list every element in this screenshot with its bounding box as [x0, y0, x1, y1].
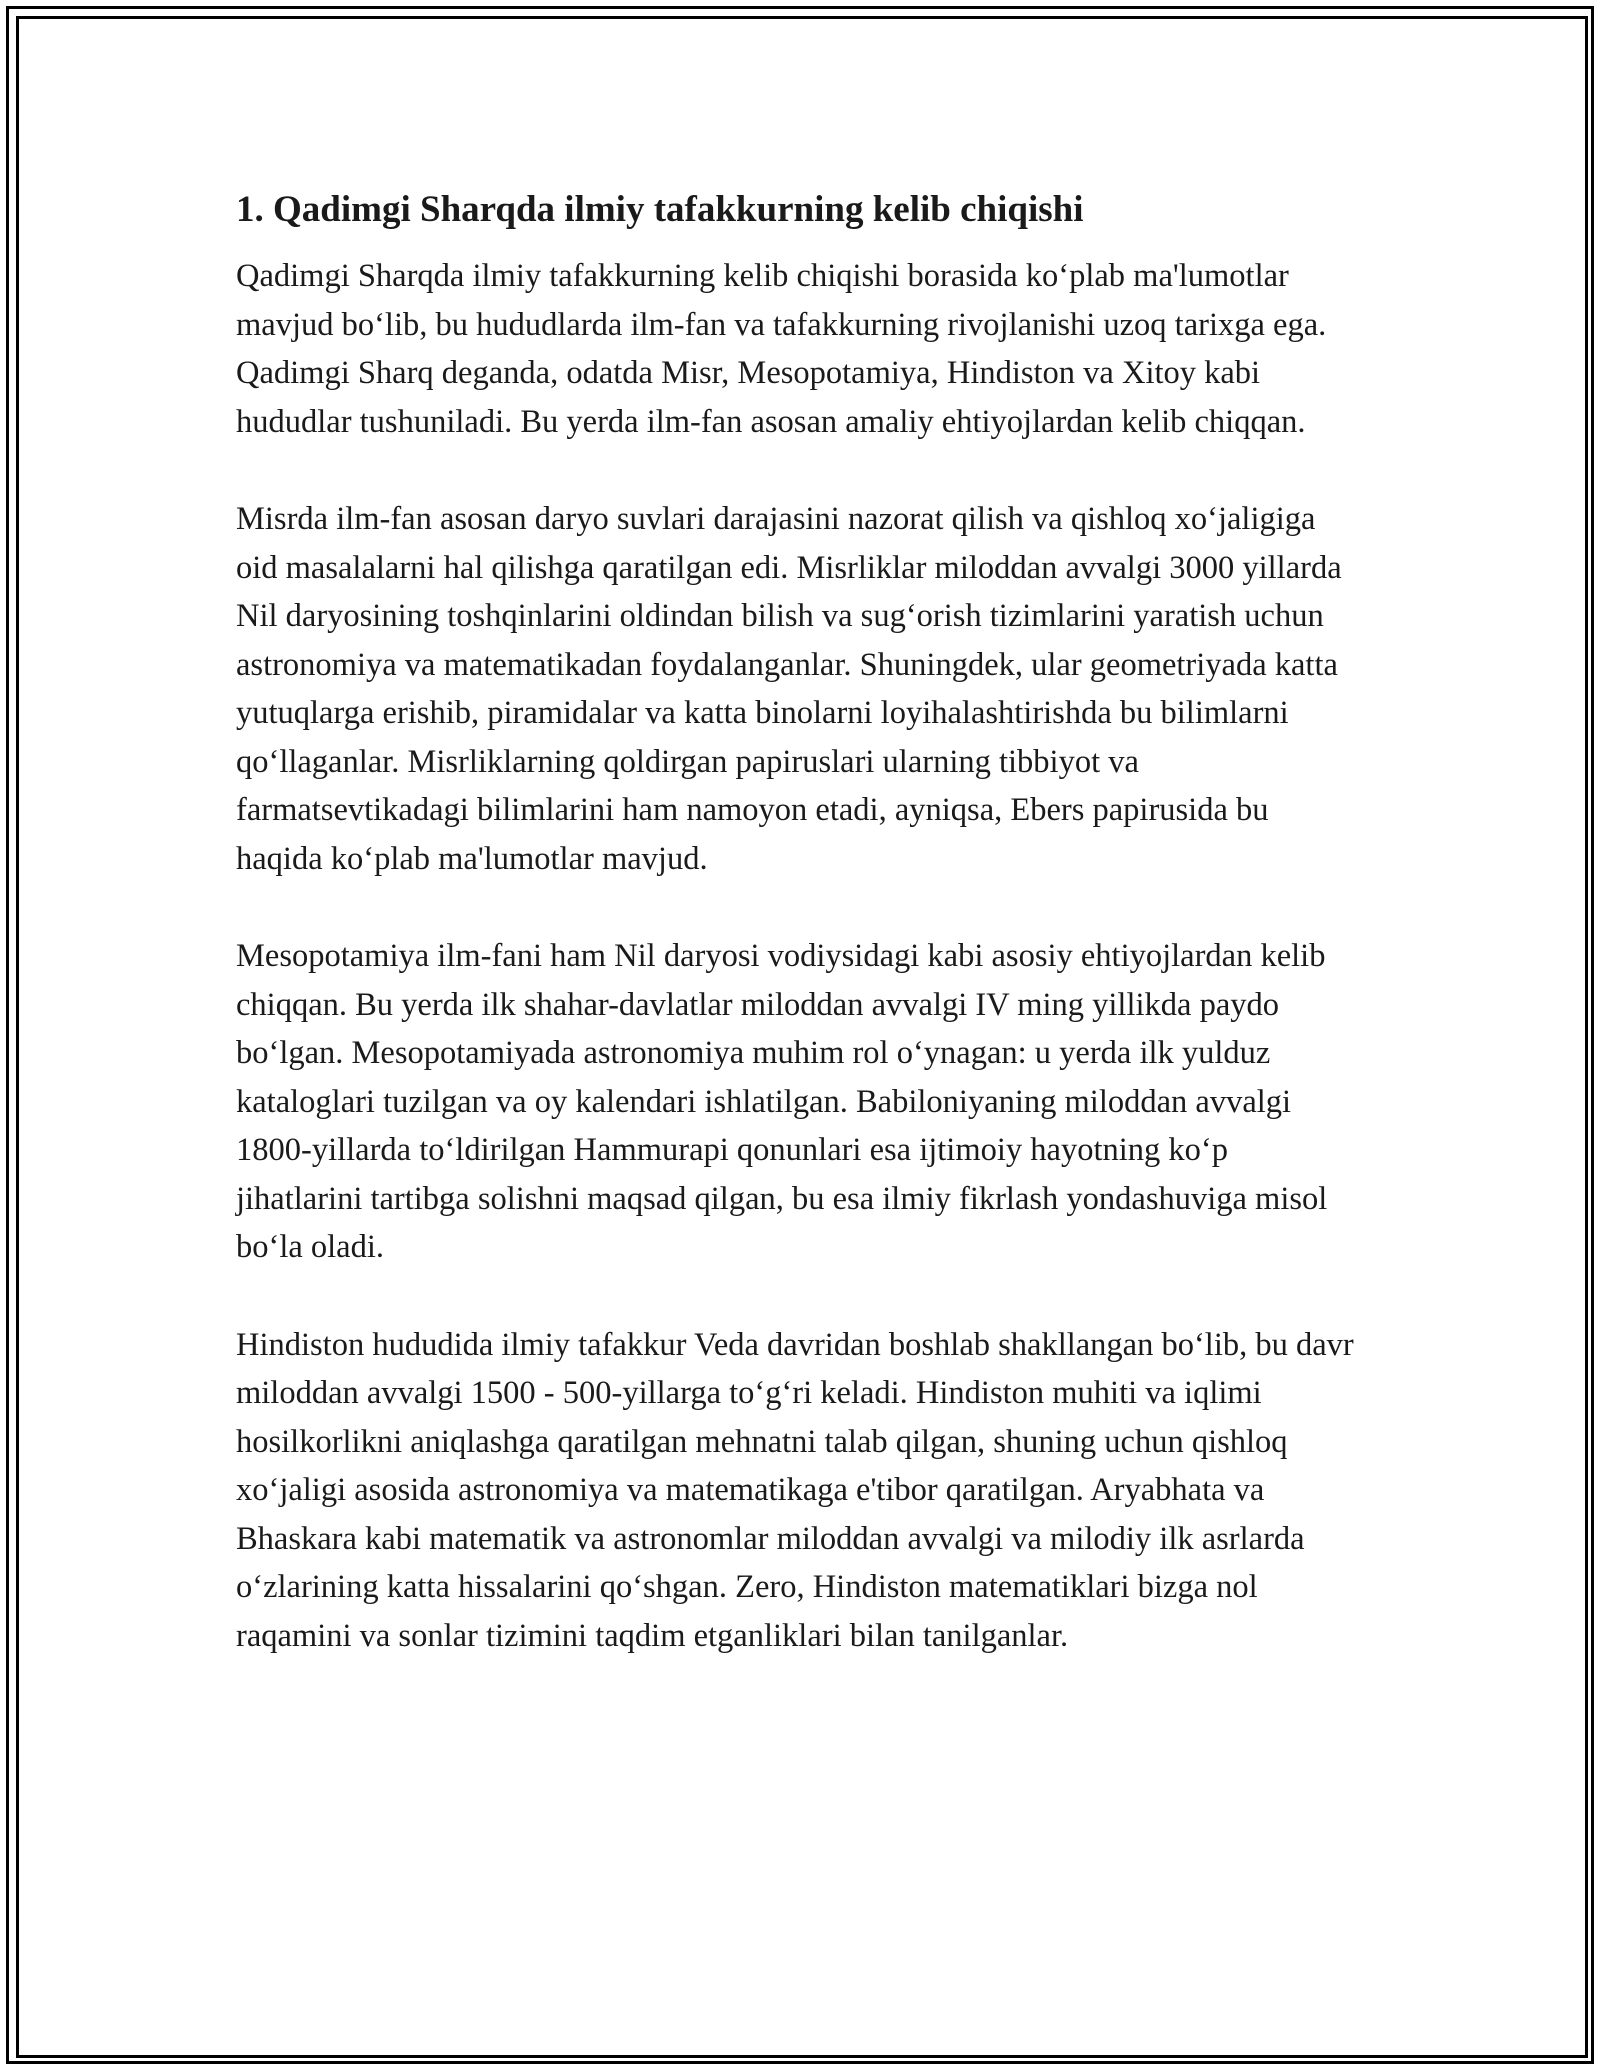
intro-paragraph: Qadimgi Sharqda ilmiy tafakkurning kelib chiqishi borasida ko‘plab ma'lumotlar mavjud bo‘lib, bu hududlarda ilm-fan va tafakkurning rivojlanishi uzoq tarixga ega. Qadimgi Sharq deganda, odatda Misr, Mesopotamiya, Hindiston va Xitoy kabi hududlar tushuniladi. Bu yerda ilm-fan asosan amaliy ehtiyojlardan kelib chiqqan. — [236, 258, 1327, 440]
india-paragraph: Hindiston hududida ilmiy tafakkur Veda davridan boshlab shakllangan bo‘lib, bu davr miloddan avvalgi 1500 - 500-yillarga to‘g‘ri keladi. Hindiston muhiti va iqlimi hosilkorlikni aniqlashga qaratilgan mehnatni talab qilgan, shuning uchun qishloq xo‘jaligi asosida astronomiya va matematikaga e'tibor qaratilgan. Aryabhata va Bhaskara kabi matematik va astronomlar miloddan avvalgi va milodiy ilk asrlarda o‘zlarining katta hissalarini qo‘shgan. Zero, Hindiston matematiklari bizga nol raqamini va sonlar tizimini taqdim etganliklari bilan tanilganlar. — [236, 1326, 1354, 1654]
section-heading: 1. Qadimgi Sharqda ilmiy tafakkurning kelib chiqishi — [236, 189, 1084, 230]
mesopotamia-paragraph: Mesopotamiya ilm-fani ham Nil daryosi vodiysidagi kabi asosiy ehtiyojlardan kelib chiqqan. Bu yerda ilk shahar-davlatlar miloddan avvalgi IV ming yillikda paydo bo‘lgan. Mesopotamiyada astronomiya muhim rol o‘ynagan: u yerda ilk yulduz kataloglari tuzilgan va oy kalendari ishlatilgan. Babiloniyaning miloddan avvalgi 1800-yillarda to‘ldirilgan Hammurapi qonunlari esa ijtimoiy hayotning ko‘p jihatlarini tartibga solishni maqsad qilgan, bu esa ilmiy fikrlash yondashuviga misol bo‘la oladi. — [236, 938, 1328, 1265]
document-body — [236, 186, 1356, 1709]
egypt-paragraph: Misrda ilm-fan asosan daryo suvlari darajasini nazorat qilish va qishloq xo‘jaligiga oid masalalarni hal qilishga qaratilgan edi. Misrliklar miloddan avvalgi 3000 yillarda Nil daryosining toshqinlarini oldindan bilish va sug‘orish tizimlarini yaratish uchun astronomiya va matematikadan foydalanganlar. Shuningdek, ular geometriyada katta yutuqlarga erishib, piramidalar va katta binolarni loyihalashtirishda bu bilimlarni qo‘llaganlar. Misrliklarning qoldirgan papiruslari ularning tibbiyot va farmatsevtikadagi bilimlarini ham namoyon etadi, ayniqsa, Ebers papirusida bu haqida ko‘plab ma'lumotlar mavjud. — [236, 501, 1342, 877]
